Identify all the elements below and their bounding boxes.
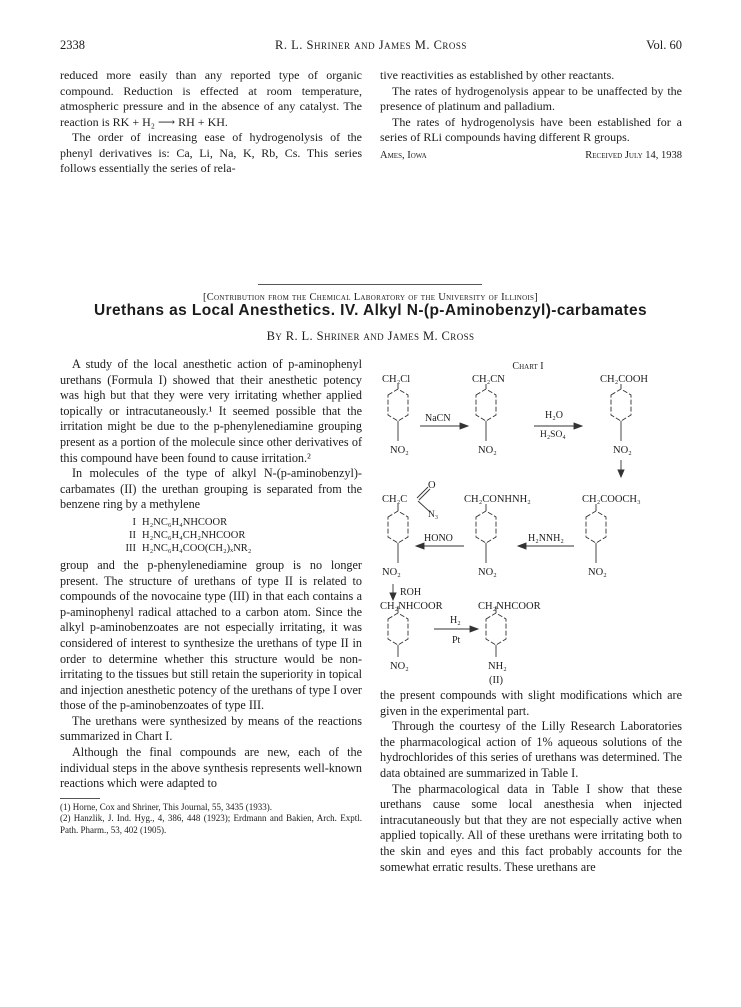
atom-label: N₃ [428, 510, 439, 520]
page-header [60, 38, 682, 54]
paragraph: The pharmacological data in Table I show that these urethans cause some local anesthesia when injected intracutaneously but that they are not especially active when applied topically. All of these urethans were irritating both to the skin and eyes and this fact probably accounts for the somewhat erratic results. These urethans are [380, 781, 682, 874]
reaction-chart [378, 357, 678, 687]
substituent-label: NO₂ [478, 445, 497, 456]
paragraph: In molecules of the type of alkyl N-(p-aminobenzyl)-carbamates (II) the urethan grouping is separated from the benzene ring by a methylene [60, 466, 362, 512]
substituent-label: NH₂ [488, 661, 507, 672]
received-date: Received July 14, 1938 [585, 149, 682, 161]
paragraph: Although the final compounds are new, each of the individual steps in the above synthesis represents well-known reactions which were adapted to [60, 745, 362, 791]
substituent-label: NO₂ [390, 661, 409, 672]
byline: By R. L. Shriner and James M. Cross [266, 329, 475, 343]
reagent-label: H₂SO₄ [540, 430, 566, 440]
compound-label: CH₂C [382, 494, 408, 505]
substituent-label: NO₂ [390, 445, 409, 456]
paragraph: tive reactivities as established by other reactants. [380, 68, 615, 82]
running-head-authors: R. L. Shriner and James M. Cross [275, 38, 467, 52]
reagent-label: H₂NNH₂ [528, 533, 564, 544]
compound-label: CH₂COOCH₃ [582, 494, 641, 505]
compound-label: CH₂CONHNH₂ [464, 494, 531, 505]
place-label: Ames, Iowa [380, 149, 427, 161]
right-column [380, 688, 682, 875]
section-divider [258, 284, 482, 285]
left-column [60, 357, 362, 836]
paragraph: A study of the local anesthetic action of p-aminophenyl urethans (Formula I) showed that their anesthetic potency was high but that they were very irritating whether applied topically or intracutaneously.¹ It seemed possible that the irritation might be due to the p-phenylenediamine grouping present as a portion of the molecule since other derivatives of this compound have been found to cause irritation.² [60, 357, 362, 465]
page-number: 2338 [60, 38, 85, 52]
reagent-label: H₂ [450, 615, 461, 626]
formula-item: II H₂NC₆H₄CH₂NHCOOR [129, 529, 246, 541]
article-title: Urethans as Local Anesthetics. IV. Alkyl N-(p-Aminobenzyl)-carbamates [93, 302, 648, 319]
top-left-column [60, 68, 362, 177]
formula-item: III H₂NC₆H₄COO(CH₂)ₓNR₂ [125, 542, 252, 554]
substituent-label: NO₂ [382, 567, 401, 578]
paragraph: The rates of hydrogenolysis have been established for a series of RLi compounds having different R groups. [380, 114, 682, 144]
paragraph: The urethans were synthesized by means of the reactions summarized in Chart I. [60, 713, 362, 744]
reagent-label: HONO [424, 533, 453, 544]
reagent-label: Pt [452, 635, 461, 646]
chart-title: Chart I [512, 361, 544, 372]
compound-number: (II) [489, 675, 503, 686]
paragraph: The order of increasing ease of hydrogenolysis of the phenyl derivatives is: Ca, Li, Na, K, Rb, Cs. This series follows essentially the series of rela- [60, 130, 362, 175]
paragraph: reduced more easily than any reported type of organic compound. Reduction is effected at room temperature, atmospheric pressure and in the absence of any catalyst. The reaction is RK + H₂ ⟶ RH + KH. [60, 68, 362, 129]
compound-label: CH₂Cl [382, 374, 411, 385]
paragraph: Through the courtesy of the Lilly Research Laboratories the pharmacological action of 1% aqueous solutions of the hydrochlorides of this series of urethans was determined. The data obtained are summarized in Table I. [380, 719, 682, 780]
top-right-column [380, 68, 682, 162]
reaction-scheme-svg [378, 357, 678, 687]
compound-label: CH₂NHCOOR [478, 601, 541, 612]
substituent-label: NO₂ [613, 445, 632, 456]
paragraph: group and the p-phenylenediamine group is no longer present. The structure of urethans of type II is related to compounds of the novocaine type (III) in that each contains a p-aminophenyl radical attached to a carbon atom. Since the alkyl p-aminobenzoates are not especially irritating, it was considered of interest to synthesize the urethans of type II in order to determine whether this structure would be non-irritating to the tissues but still retain the superiority in topical and injection anesthetic potency of the urethans of type I over those of the p-aminobenzoates of type III. [60, 557, 362, 713]
footnote: (2) Hanzlik, J. Ind. Hyg., 4, 386, 448 (1923); Erdmann and Bakien, Arch. Exptl. Path. Pharm., 53, 402 (1905). [60, 813, 362, 835]
compound-label: CH₂NHCOOR [380, 601, 443, 612]
atom-label: O [428, 480, 436, 491]
signoff [380, 148, 682, 162]
formula-list [118, 516, 362, 555]
volume-label: Vol. 60 [646, 38, 682, 52]
compound-label: CH₂CN [472, 374, 505, 385]
reagent-label: NaCN [425, 413, 451, 424]
paragraph: The rates of hydrogenolysis appear to be unaffected by the presence of platinum and palladium. [380, 83, 682, 113]
paragraph: the present compounds with slight modifications which are given in the experimental part. [380, 688, 682, 718]
substituent-label: NO₂ [588, 567, 607, 578]
reagent-label: ROH [400, 587, 422, 598]
reagent-label: H₂O [545, 410, 563, 421]
formula-item: I H₂NC₆H₄NHCOOR [132, 516, 228, 528]
contribution-line: [Contribution from the Chemical Laboratory of the University of Illinois] [202, 292, 539, 303]
footnote-rule [60, 798, 100, 799]
substituent-label: NO₂ [478, 567, 497, 578]
footnote: (1) Horne, Cox and Shriner, This Journal, 55, 3435 (1933). [60, 801, 272, 812]
compound-label: CH₂COOH [600, 374, 648, 385]
